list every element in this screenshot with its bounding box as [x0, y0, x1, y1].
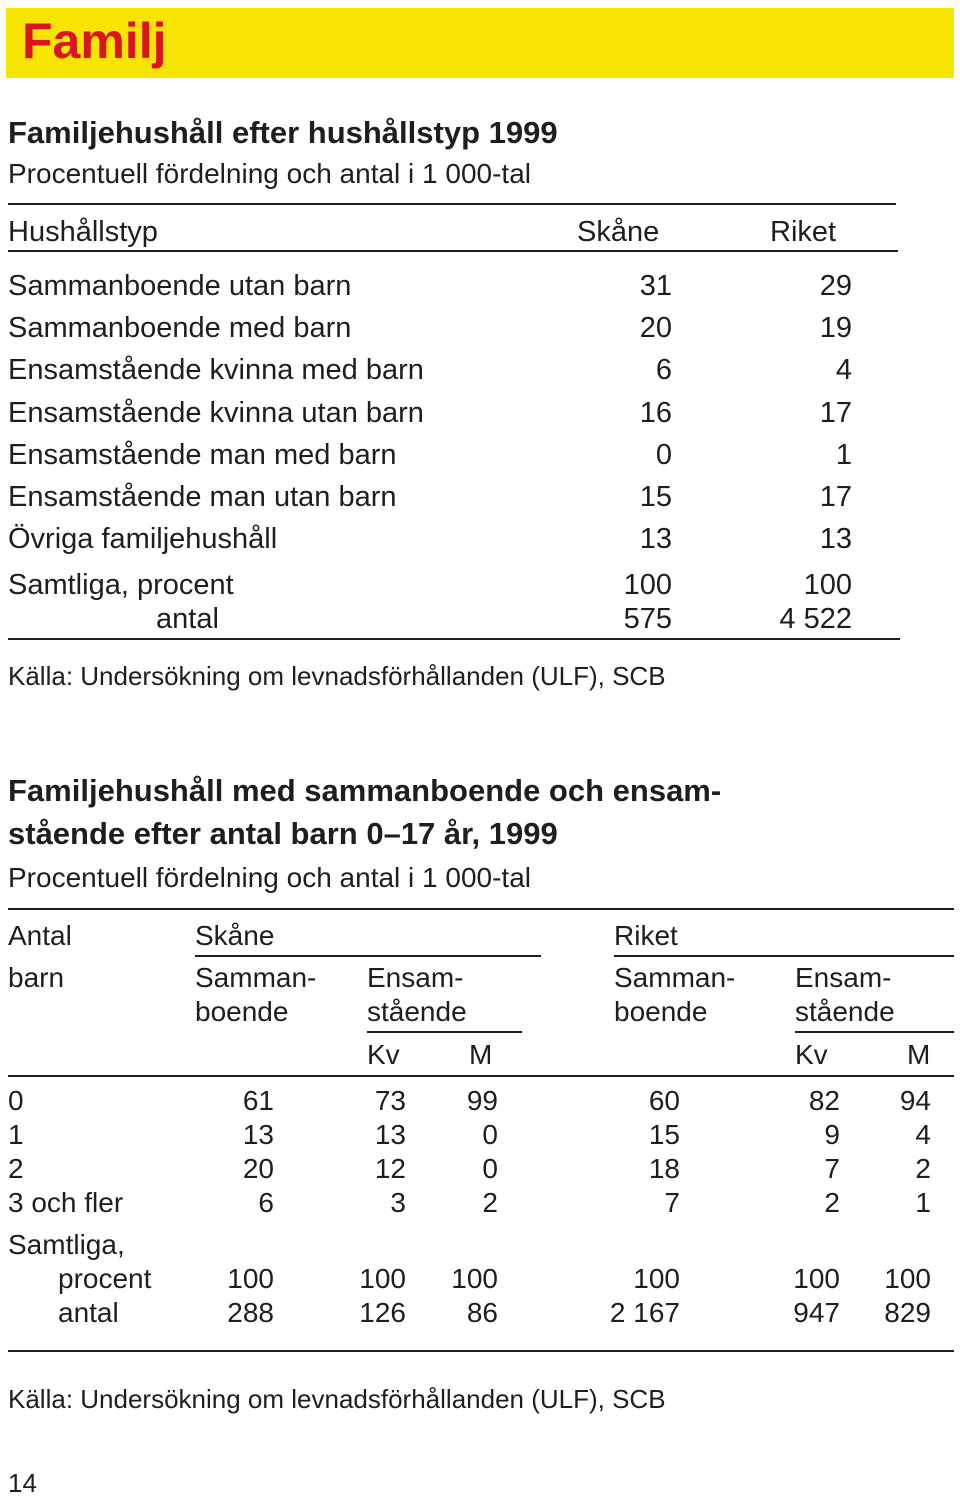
- value-skane: 16: [639, 397, 672, 429]
- table1-bottom-rule: [8, 638, 900, 640]
- value-skane: 31: [639, 270, 672, 302]
- value-skane: 13: [639, 523, 672, 555]
- value-riket-samman: 7: [664, 1187, 680, 1218]
- page-number: 14: [8, 1468, 37, 1498]
- value-riket-m: 100: [884, 1263, 931, 1294]
- table2-header-rule: [8, 1075, 954, 1077]
- row-label: Sammanboende med barn: [8, 312, 352, 344]
- riket-ensam-rule: [795, 1031, 954, 1033]
- value-skane-m: 0: [482, 1153, 498, 1184]
- value-riket: 13: [819, 523, 852, 555]
- value-skane-samman: 13: [242, 1119, 274, 1150]
- header-riket-kv: Kv: [795, 1039, 828, 1070]
- header-riket-ensam2: stående: [795, 996, 895, 1027]
- value-riket: 19: [819, 312, 852, 344]
- value-riket-m: 94: [899, 1085, 931, 1116]
- value-skane-kv: 126: [359, 1297, 406, 1328]
- table1-title: Familjehushåll efter hushållstyp 1999: [8, 115, 558, 150]
- header-skane-kv: Kv: [367, 1039, 400, 1070]
- value-riket: 4 522: [779, 603, 852, 635]
- value-riket-samman: 60: [648, 1085, 680, 1116]
- value-skane-m: 100: [451, 1263, 498, 1294]
- table2-bottom-rule: [8, 1350, 954, 1352]
- riket-group-rule: [614, 955, 954, 957]
- section-banner: [6, 8, 954, 78]
- value-skane: 6: [655, 354, 672, 386]
- skane-ensam-rule: [367, 1031, 522, 1033]
- value-riket: 17: [819, 481, 852, 513]
- row-label: procent: [58, 1263, 152, 1294]
- table2-subtitle: Procentuell fördelning och antal i 1 000-tal: [8, 862, 532, 893]
- value-riket-kv: 100: [793, 1263, 840, 1294]
- value-riket: 1: [835, 439, 852, 471]
- value-skane-samman: 6: [258, 1187, 274, 1218]
- value-skane-samman: 288: [227, 1297, 274, 1328]
- row-label: Ensamstående kvinna med barn: [8, 354, 424, 386]
- row-label: 1: [8, 1119, 24, 1150]
- value-riket-kv: 2: [824, 1187, 840, 1218]
- header-antal: Antal: [8, 920, 72, 951]
- value-riket-samman: 18: [648, 1153, 680, 1184]
- header-riket-m: M: [907, 1039, 931, 1070]
- value-riket-kv: 82: [808, 1085, 840, 1116]
- row-label: Sammanboende utan barn: [8, 270, 352, 302]
- value-riket: 29: [819, 270, 852, 302]
- value-skane: 100: [623, 569, 672, 601]
- table1-source: Källa: Undersökning om levnadsförhållanden (ULF), SCB: [8, 661, 666, 691]
- value-skane-kv: 100: [359, 1263, 406, 1294]
- value-skane-kv: 13: [374, 1119, 406, 1150]
- table1-subtitle: Procentuell fördelning och antal i 1 000-tal: [8, 158, 532, 189]
- value-skane-m: 0: [482, 1119, 498, 1150]
- value-riket-samman: 2 167: [609, 1297, 680, 1328]
- table1-header-skane: Skåne: [577, 216, 660, 248]
- row-label: Övriga familjehushåll: [8, 523, 278, 555]
- value-riket-m: 2: [915, 1153, 931, 1184]
- table2-title-line1: Familjehushåll med sammanboende och ensam-: [8, 773, 722, 808]
- row-label: 3 och fler: [8, 1187, 124, 1218]
- row-label: 0: [8, 1085, 24, 1116]
- value-riket: 4: [835, 354, 852, 386]
- header-skane-samman1: Samman-: [195, 962, 317, 993]
- value-skane: 0: [655, 439, 672, 471]
- header-riket-samman2: boende: [614, 996, 708, 1027]
- skane-group-rule: [195, 955, 541, 957]
- value-skane-samman: 100: [227, 1263, 274, 1294]
- value-riket: 100: [803, 569, 852, 601]
- value-skane: 20: [639, 312, 672, 344]
- value-skane: 575: [623, 603, 672, 635]
- value-skane-samman: 61: [242, 1085, 274, 1116]
- value-riket-kv: 7: [824, 1153, 840, 1184]
- value-skane-m: 2: [482, 1187, 498, 1218]
- table2-title-line2: stående efter antal barn 0–17 år, 1999: [8, 815, 558, 851]
- header-skane: Skåne: [195, 920, 275, 951]
- table2-top-rule: [8, 908, 954, 910]
- header-riket: Riket: [614, 920, 678, 951]
- value-riket: 17: [819, 397, 852, 429]
- value-riket-samman: 100: [633, 1263, 680, 1294]
- row-label: Ensamstående man med barn: [8, 439, 397, 471]
- value-skane-samman: 20: [242, 1153, 274, 1184]
- header-riket-ensam1: Ensam-: [795, 962, 892, 993]
- row-label: 2: [8, 1153, 24, 1184]
- value-riket-kv: 9: [824, 1119, 840, 1150]
- value-skane-kv: 73: [374, 1085, 406, 1116]
- table1-top-rule: [8, 203, 896, 205]
- header-skane-samman2: boende: [195, 996, 289, 1027]
- value-skane-kv: 3: [390, 1187, 406, 1218]
- row-label: antal: [58, 1297, 119, 1328]
- value-riket-m: 1: [915, 1187, 931, 1218]
- header-skane-m: M: [469, 1039, 493, 1070]
- row-label: antal: [156, 603, 219, 635]
- table2-source: Källa: Undersökning om levnadsförhållanden (ULF), SCB: [8, 1384, 666, 1414]
- table1-header-type: Hushållstyp: [8, 216, 158, 248]
- section-title: Familj: [22, 13, 167, 69]
- row-label: Samtliga, procent: [8, 569, 234, 601]
- value-skane-kv: 12: [374, 1153, 406, 1184]
- value-riket-m: 4: [915, 1119, 931, 1150]
- total-label: Samtliga,: [8, 1229, 125, 1260]
- row-label: Ensamstående kvinna utan barn: [8, 397, 424, 429]
- value-skane-m: 86: [466, 1297, 498, 1328]
- header-skane-ensam1: Ensam-: [367, 962, 464, 993]
- header-riket-samman1: Samman-: [614, 962, 736, 993]
- table2-title: [8, 770, 721, 856]
- row-label: Ensamstående man utan barn: [8, 481, 397, 513]
- value-riket-kv: 947: [793, 1297, 840, 1328]
- value-skane-m: 99: [466, 1085, 498, 1116]
- table1-header-rule: [8, 250, 898, 252]
- header-barn: barn: [8, 962, 65, 993]
- value-riket-m: 829: [884, 1297, 931, 1328]
- header-skane-ensam2: stående: [367, 996, 467, 1027]
- value-riket-samman: 15: [648, 1119, 680, 1150]
- table1-header-riket: Riket: [770, 216, 837, 248]
- value-skane: 15: [639, 481, 672, 513]
